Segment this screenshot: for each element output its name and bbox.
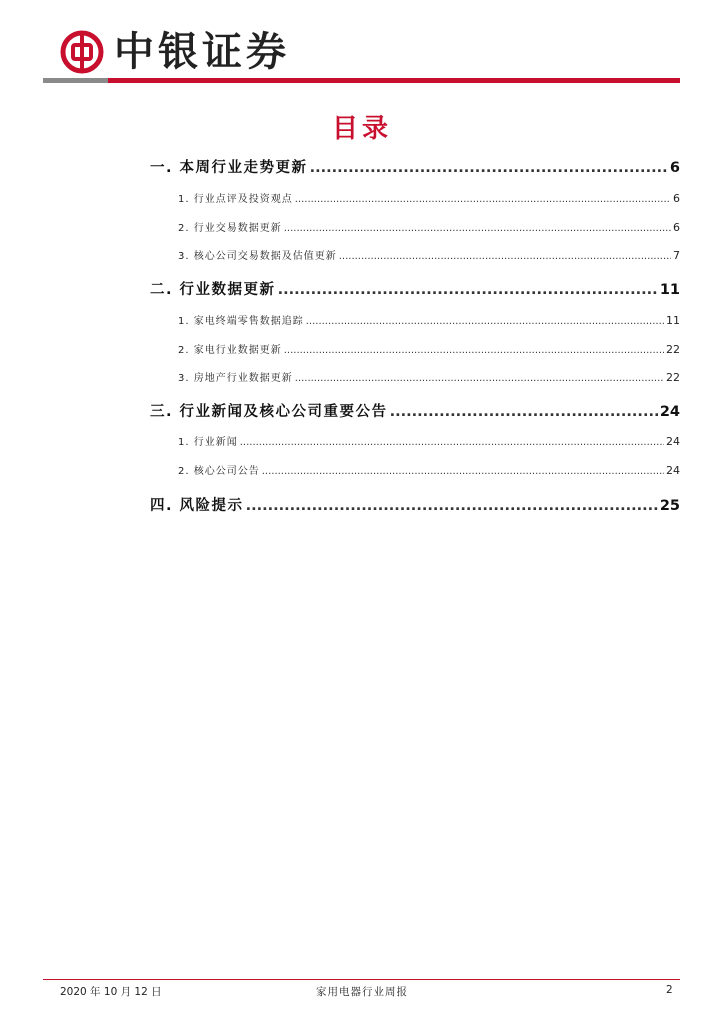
toc-entry-label: 2. 核心公司公告 bbox=[178, 466, 260, 477]
toc-entry-page: 6 bbox=[673, 221, 680, 234]
toc-entry-page: 6 bbox=[673, 192, 680, 205]
toc-dot-leader bbox=[278, 282, 658, 298]
toc-entry-page: 6 bbox=[669, 160, 680, 176]
toc-dot-leader bbox=[246, 498, 658, 514]
footer-page-number: 2 bbox=[666, 984, 673, 996]
toc-entry-label: 1. 行业点评及投资观点 bbox=[178, 194, 293, 205]
toc-dot-leader bbox=[295, 194, 671, 205]
toc-section-entry[interactable] bbox=[150, 156, 680, 177]
bank-of-china-logo-icon bbox=[60, 30, 104, 74]
toc-entry-page: 22 bbox=[666, 343, 680, 356]
toc-entry-page: 24 bbox=[666, 435, 680, 448]
footer-date: 2020 年 10 月 12 日 bbox=[60, 986, 162, 998]
toc-entry-page: 25 bbox=[659, 498, 680, 514]
toc-dot-leader bbox=[262, 466, 664, 477]
toc-entry-label: 3. 核心公司交易数据及估值更新 bbox=[178, 251, 337, 262]
toc-entry-page: 11 bbox=[659, 282, 680, 298]
toc-entry-label: 3. 房地产行业数据更新 bbox=[178, 373, 293, 384]
toc-entry-page: 24 bbox=[666, 464, 680, 477]
header-bar-red bbox=[108, 78, 680, 83]
toc-dot-leader bbox=[284, 345, 664, 356]
toc-dot-leader bbox=[295, 373, 664, 384]
toc-entry-label: 四. 风险提示 bbox=[150, 498, 244, 514]
toc-section-entry[interactable] bbox=[150, 494, 680, 515]
footer-report-title: 家用电器行业周报 bbox=[316, 986, 408, 998]
toc-entry-label: 2. 家电行业数据更新 bbox=[178, 345, 282, 356]
toc-section-entry[interactable] bbox=[150, 278, 680, 299]
footer-divider bbox=[43, 979, 680, 980]
toc-dot-leader bbox=[306, 316, 664, 327]
toc-subsection-entry[interactable] bbox=[178, 433, 680, 448]
brand-name: 中银证券 bbox=[114, 28, 290, 75]
toc-entry-page: 7 bbox=[673, 249, 680, 262]
toc-dot-leader bbox=[390, 404, 658, 420]
toc-subsection-entry[interactable] bbox=[178, 247, 680, 262]
toc-entry-label: 三. 行业新闻及核心公司重要公告 bbox=[150, 404, 388, 420]
toc-dot-leader bbox=[240, 437, 664, 448]
toc-entry-label: 1. 家电终端零售数据追踪 bbox=[178, 316, 304, 327]
toc-subsection-entry[interactable] bbox=[178, 312, 680, 327]
toc-entry-label: 一. 本周行业走势更新 bbox=[150, 160, 308, 176]
toc-subsection-entry[interactable] bbox=[178, 219, 680, 234]
toc-entry-label: 二. 行业数据更新 bbox=[150, 282, 276, 298]
toc-entry-label: 1. 行业新闻 bbox=[178, 437, 238, 448]
toc-entry-page: 22 bbox=[666, 371, 680, 384]
toc-subsection-entry[interactable] bbox=[178, 369, 680, 384]
toc-entry-page: 24 bbox=[659, 404, 680, 420]
toc-subsection-entry[interactable] bbox=[178, 190, 680, 205]
toc-dot-leader bbox=[284, 223, 671, 234]
toc-dot-leader bbox=[339, 251, 671, 262]
toc-subsection-entry[interactable] bbox=[178, 462, 680, 477]
toc-entry-page: 11 bbox=[666, 314, 680, 327]
header-bar-gray bbox=[43, 78, 108, 83]
toc-title: 目录 bbox=[331, 114, 392, 144]
page-header bbox=[0, 0, 724, 90]
toc-section-entry[interactable] bbox=[150, 400, 680, 421]
toc-entry-label: 2. 行业交易数据更新 bbox=[178, 223, 282, 234]
toc-dot-leader bbox=[310, 160, 668, 176]
toc-subsection-entry[interactable] bbox=[178, 341, 680, 356]
